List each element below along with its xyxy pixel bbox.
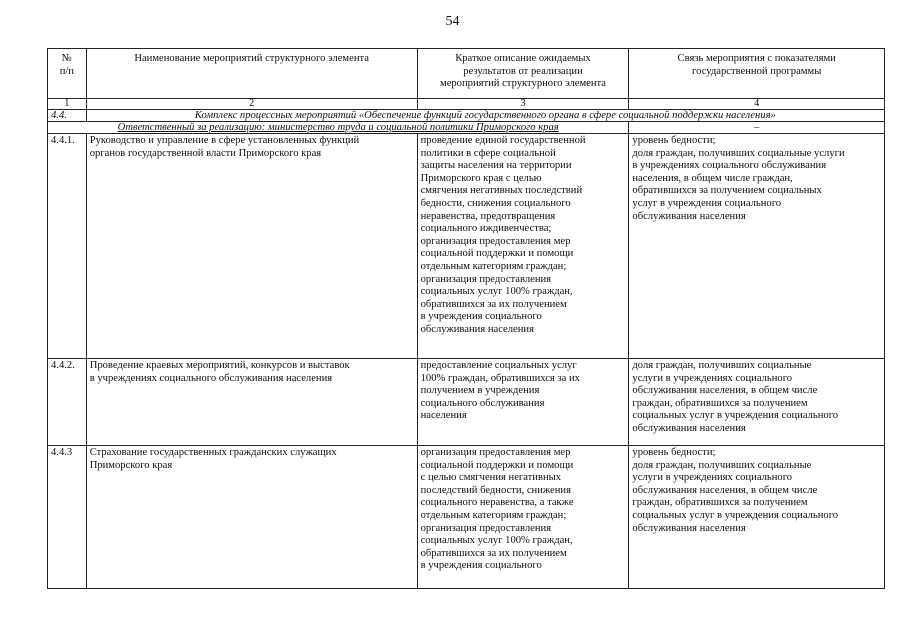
responsible-value: – — [629, 122, 885, 134]
header-indicators-link: Связь мероприятия с показателями государственной программы — [629, 49, 885, 99]
table-row — [48, 359, 885, 446]
row-measure-name: Страхование государственных гражданских служащих Приморского края — [86, 446, 417, 589]
row-expected-results: проведение единой государственной политики в сфере социальной защиты населения на территории Приморского края с целью смягчения негативных последствий бедности, снижения социального неравенства, предотвращения социального иждивенчества; организация предоставления мер социальной поддержки и помощи отдельным категориям граждан; организация предоставления социальных услуг 100% граждан, обратившихся за их получением в учреждения социального обслуживания населения — [417, 134, 629, 359]
column-number-row — [48, 99, 885, 110]
row-number: 4.4.3 — [48, 446, 87, 589]
table-row — [48, 134, 885, 359]
row-expected-results: организация предоставления мер социальной поддержки и помощи с целью смягчения негативных последствий бедности, снижения социального неравенства, а также отдельным категориям граждан; организация предоставления социальных услуг 100% граждан, обратившихся за их получением в учреждения социального — [417, 446, 629, 589]
header-expected-results: Краткое описание ожидаемых результатов от реализации мероприятий структурного элемента — [417, 49, 629, 99]
measures-table — [47, 48, 885, 589]
page-number: 54 — [445, 14, 460, 29]
column-number: 1 — [48, 99, 87, 110]
column-number: 4 — [629, 99, 885, 110]
row-indicators: доля граждан, получивших социальные услуги в учреждениях социального обслуживания населения, в общем числе граждан, обратившихся за получением социальных услуг в учреждения социального обслуживания населения — [629, 359, 885, 446]
row-indicators: уровень бедности; доля граждан, получивших социальные услуги в учреждениях социального обслуживания населения, в общем числе граждан, обратившихся за получением социальных услуг в учреждения социального обслуживания населения — [629, 446, 885, 589]
complex-title: Комплекс процессных мероприятий «Обеспечение функций государственного органа в сфере социальной поддержки населения» — [86, 110, 884, 122]
row-number: 4.4.1. — [48, 134, 87, 359]
row-indicators: уровень бедности; доля граждан, получивших социальные услуги в учреждениях социального обслуживания населения, в общем числе граждан, обратившихся за получением социальных услуг в учреждения социального обслуживания населения — [629, 134, 885, 359]
responsible-label: Ответственный за реализацию: министерство труда и социальной политики Приморского края — [48, 122, 629, 134]
row-measure-name: Проведение краевых мероприятий, конкурсов и выставок в учреждениях социального обслуживания населения — [86, 359, 417, 446]
row-measure-name: Руководство и управление в сфере установленных функций органов государственной власти Приморского края — [86, 134, 417, 359]
header-measure-name: Наименование мероприятий структурного элемента — [86, 49, 417, 99]
row-number: 4.4.2. — [48, 359, 87, 446]
complex-number: 4.4. — [48, 110, 87, 122]
responsible-row — [48, 122, 885, 134]
table-header-row — [48, 49, 885, 99]
header-number: № п/п — [48, 49, 87, 99]
row-expected-results: предоставление социальных услуг 100% граждан, обратившихся за их получением в учреждения социального обслуживания населения — [417, 359, 629, 446]
complex-row — [48, 110, 885, 122]
column-number: 3 — [417, 99, 629, 110]
table-row — [48, 446, 885, 589]
column-number: 2 — [86, 99, 417, 110]
